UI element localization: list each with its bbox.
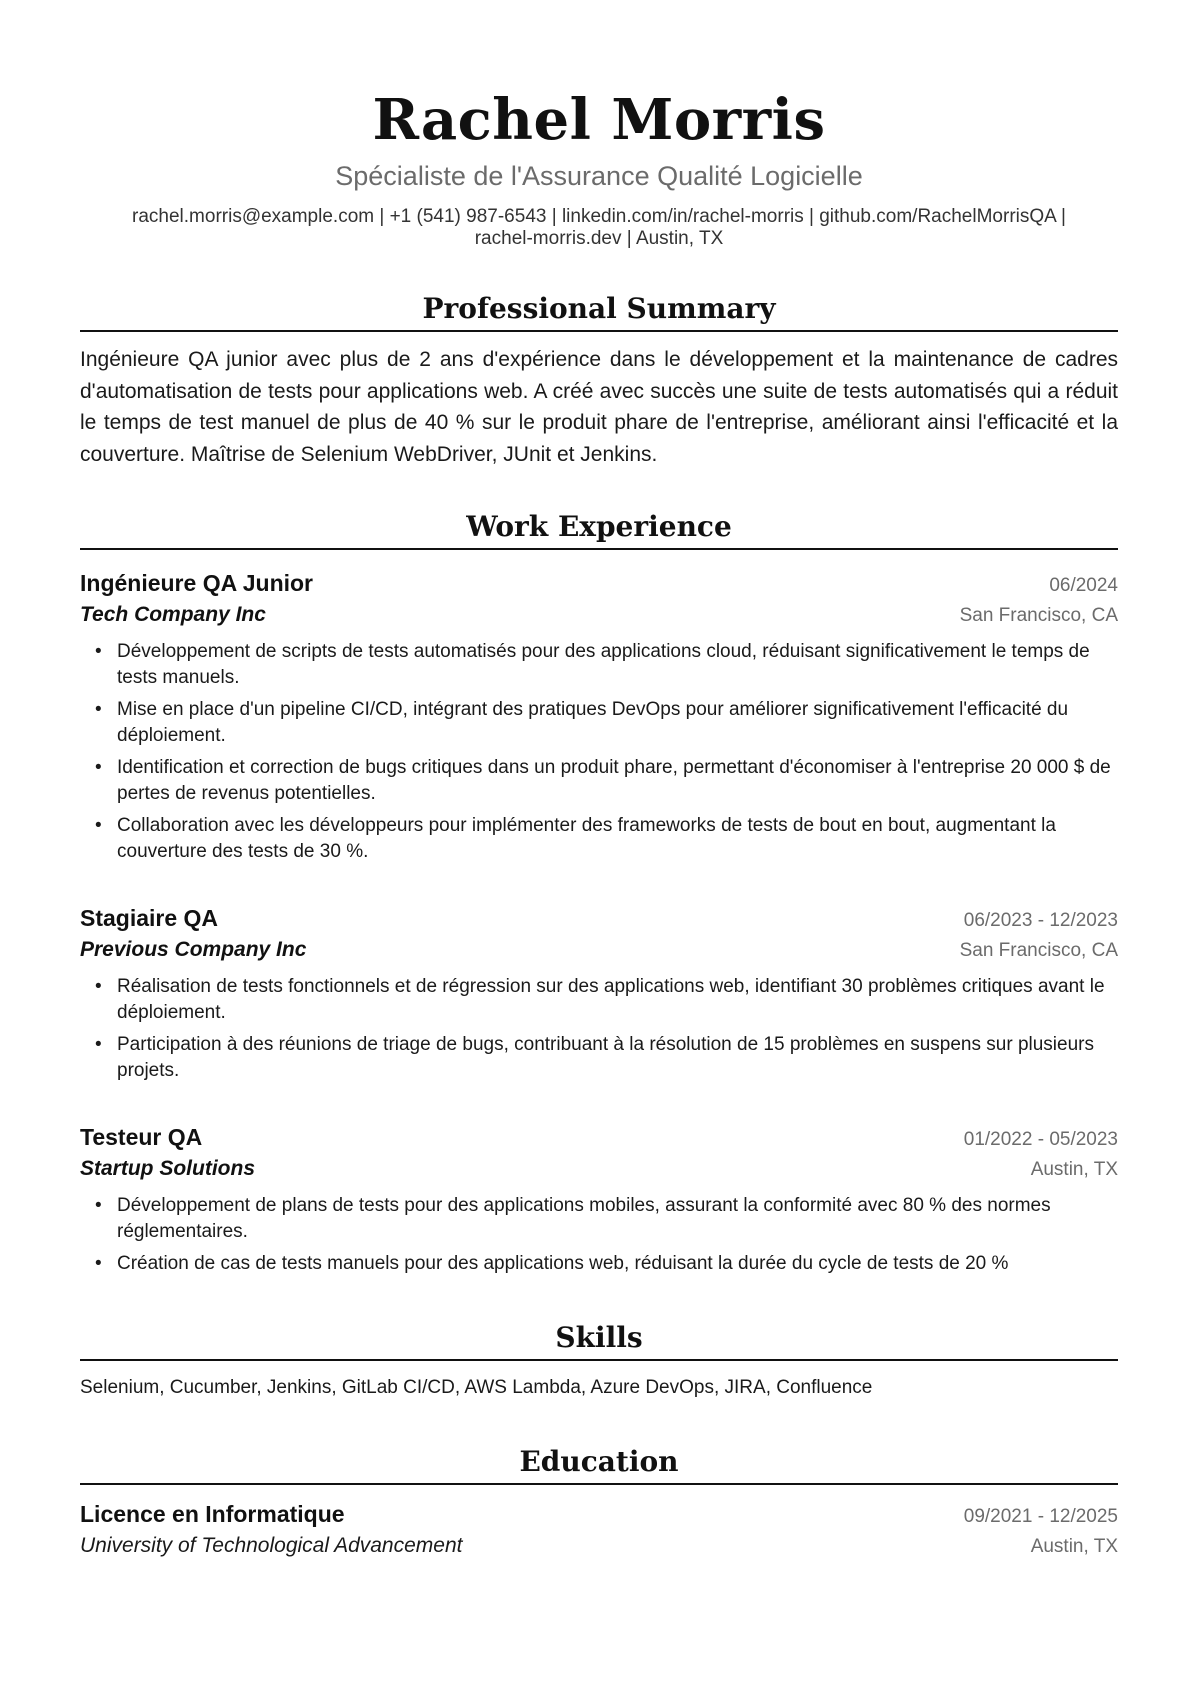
job-bullet: • Mise en place d'un pipeline CI/CD, intégrant des pratiques DevOps pour améliorer significativement l'efficacité du déploiement. <box>117 697 1118 749</box>
job-role: Stagiaire QA <box>80 905 219 931</box>
job-bullet: • Collaboration avec les développeurs pour implémenter des frameworks de tests de bout en bout, augmentant la couverture des tests de 30 %. <box>117 813 1118 865</box>
summary-text: Ingénieure QA junior avec plus de 2 ans d'expérience dans le développement et la maintenance de cadres d'automatisation de tests pour applications web. A créé avec succès une suite de tests automatisés qui a réduit le temps de test manuel de plus de 40 % sur le produit phare de l'entreprise, améliorant ainsi l'efficacité et la couverture. Maîtrise de Selenium WebDriver, JUnit et Jenkins. <box>80 348 1118 466</box>
candidate-name: Rachel Morris <box>372 87 826 153</box>
resume-page <box>80 0 1118 1561</box>
contact-line-1: rachel.morris@example.com | +1 (541) 987-6543 | linkedin.com/in/rachel-morris | github.com/RachelMorrisQA | <box>132 206 1066 227</box>
job-entry <box>80 568 1118 865</box>
education-heading: Education <box>80 1445 1118 1485</box>
job-bullets <box>80 1193 1118 1277</box>
experience-section <box>80 510 1118 1277</box>
degree-title: Licence en Informatique <box>80 1501 345 1527</box>
job-bullet: • Développement de plans de tests pour des applications mobiles, assurant la conformité avec 80 % des normes réglementaires. <box>117 1193 1118 1245</box>
job-role: Ingénieure QA Junior <box>80 570 314 596</box>
job-bullet: • Réalisation de tests fonctionnels et de régression sur des applications web, identifiant 30 problèmes critiques avant le déploiement. <box>117 974 1118 1026</box>
job-date: 06/2024 <box>1049 575 1118 596</box>
candidate-title: Spécialiste de l'Assurance Qualité Logicielle <box>335 161 863 191</box>
skills-heading: Skills <box>80 1321 1118 1361</box>
job-company: Previous Company Inc <box>80 938 307 961</box>
experience-heading: Work Experience <box>80 510 1118 550</box>
skills-list: Selenium, Cucumber, Jenkins, GitLab CI/CD, AWS Lambda, Azure DevOps, JIRA, Confluence <box>80 1377 873 1398</box>
education-date: 09/2021 - 12/2025 <box>963 1506 1118 1527</box>
job-entry <box>80 903 1118 1084</box>
summary-section <box>80 292 1118 470</box>
job-location: Austin, TX <box>1030 1159 1118 1180</box>
job-bullet: • Création de cas de tests manuels pour des applications web, réduisant la durée du cycle de tests de 20 % <box>117 1251 1118 1277</box>
education-location: Austin, TX <box>1030 1536 1118 1557</box>
education-entry <box>80 1499 1118 1561</box>
summary-heading: Professional Summary <box>80 292 1118 332</box>
skills-section <box>80 1321 1118 1401</box>
contact-line-2: rachel-morris.dev | Austin, TX <box>474 228 724 249</box>
job-role: Testeur QA <box>80 1124 203 1150</box>
job-company: Tech Company Inc <box>80 603 266 626</box>
contact-info <box>80 206 1118 250</box>
job-bullet: • Identification et correction de bugs critiques dans un produit phare, permettant d'économiser à l'entreprise 20 000 $ de pertes de revenus potentielles. <box>117 755 1118 807</box>
job-bullets <box>80 639 1118 865</box>
job-company: Startup Solutions <box>80 1157 255 1180</box>
job-bullet: • Développement de scripts de tests automatisés pour des applications cloud, réduisant significativement le temps de tests manuels. <box>117 639 1118 691</box>
job-date: 06/2023 - 12/2023 <box>963 910 1118 931</box>
job-entry <box>80 1122 1118 1277</box>
job-date: 01/2022 - 05/2023 <box>963 1129 1118 1150</box>
school-name: University of Technological Advancement <box>80 1534 463 1557</box>
education-section <box>80 1445 1118 1561</box>
job-location: San Francisco, CA <box>959 940 1118 961</box>
job-bullets <box>80 974 1118 1084</box>
job-bullet: • Participation à des réunions de triage de bugs, contribuant à la résolution de 15 problèmes en suspens sur plusieurs projets. <box>117 1032 1118 1084</box>
job-location: San Francisco, CA <box>959 605 1118 626</box>
